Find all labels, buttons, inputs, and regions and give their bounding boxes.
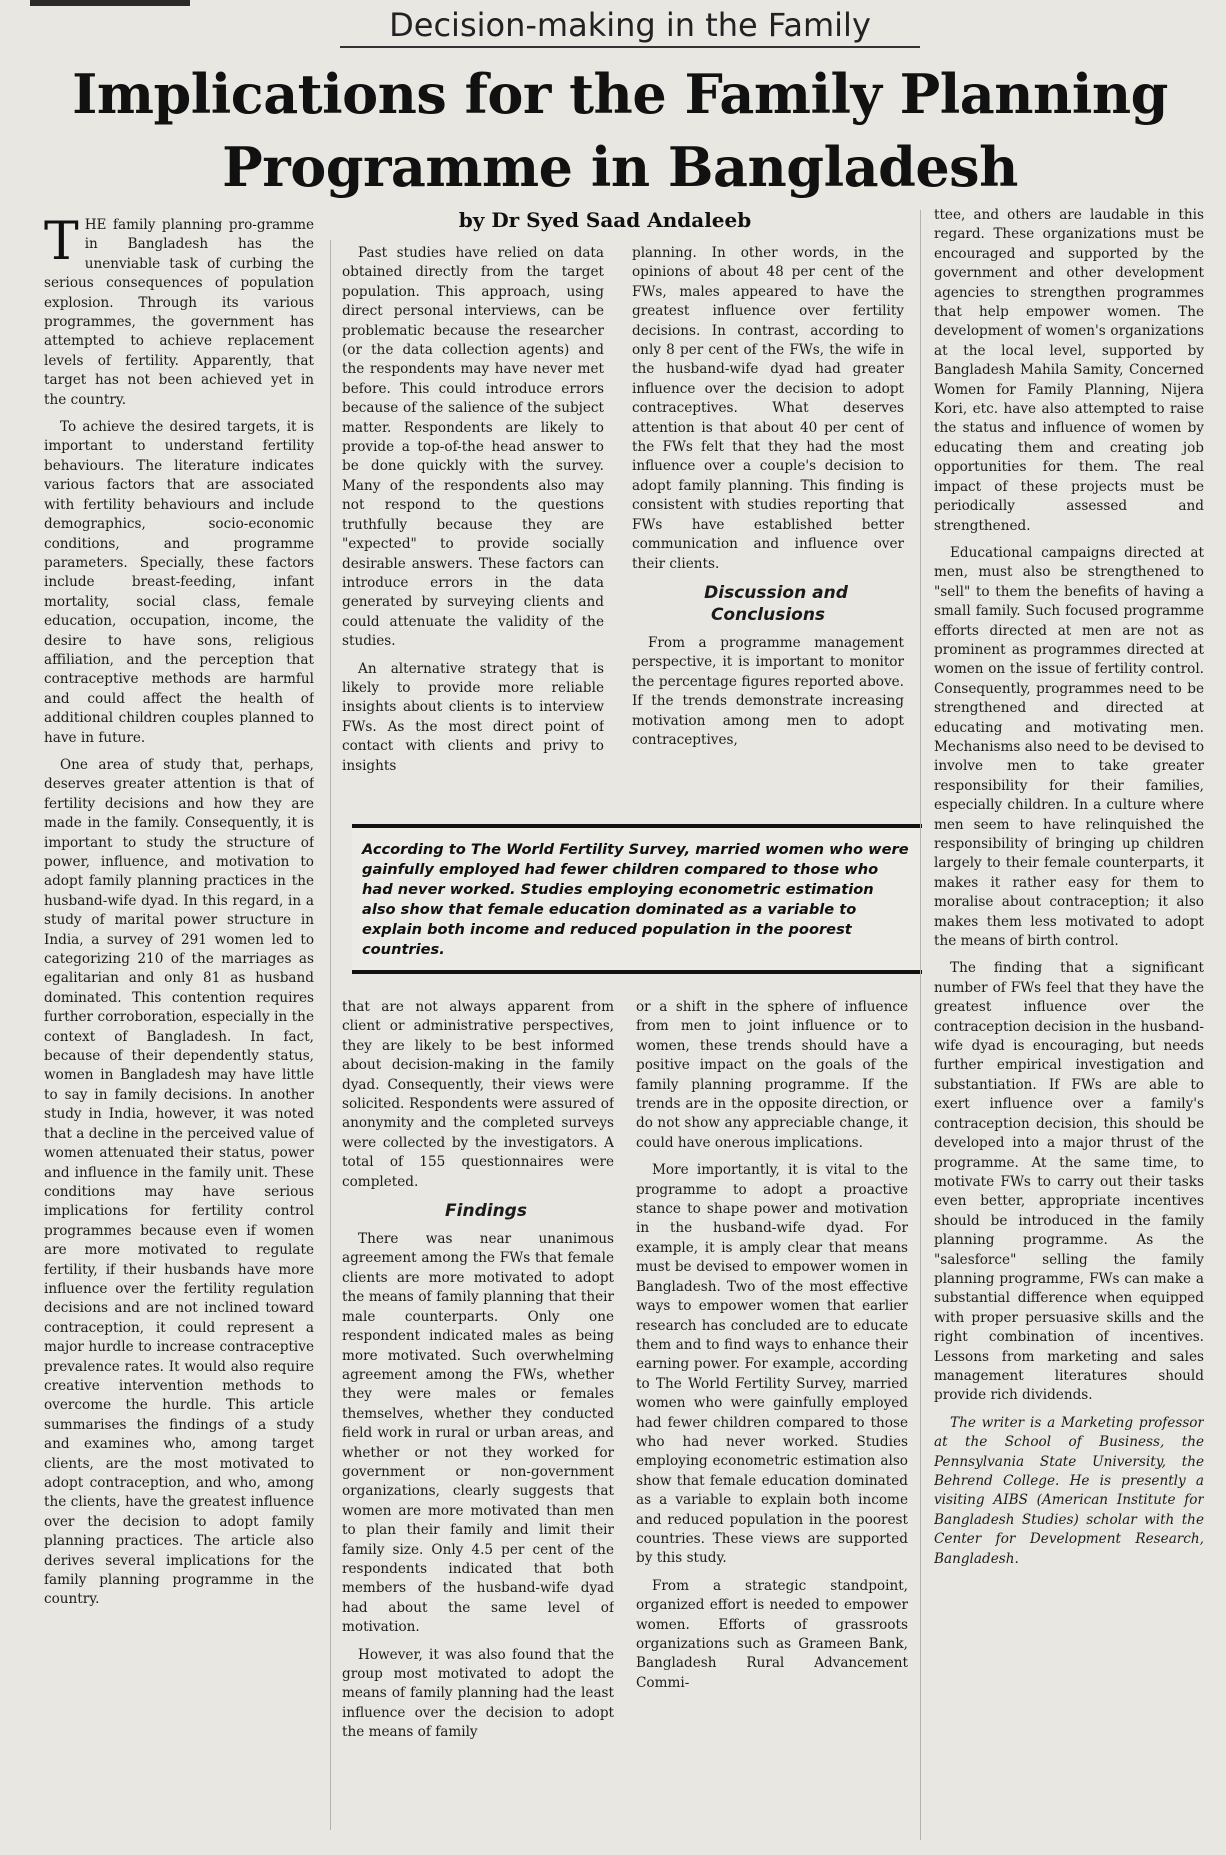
author-bio: The writer is a Marketing professor at the School of Business, the Pennsylvania State University, the Behrend College. He is presently a visiting AIBS (American Institute for Bangladesh Studies) scholar with the Center for Development Research, Bangladesh. — [934, 1414, 1204, 1567]
paragraph: More importantly, it is vital to the programme to adopt a proactive stance to shape power and motivation in the husband-wife dyad. For example, it is amply clear that means must be devised to empower women in Bangladesh. Two of the most effective ways to empower women that earlier research has concluded are to educate them and to find ways to enhance their earning power. For example, according to The World Fertility Survey, married women who were gainfully employed had fewer children compared to those who had never worked. Studies employing econometric estimation also show that female education dominated as a variable to explain both income and reduced population in the poorest countries. These views are supported by this study. — [636, 1162, 908, 1567]
paragraph: ttee, and others are laudable in this regard. These organizations must be encouraged and supported by the government and other development agencies to strengthen programmes that help empower women. The development of women's organizations at the local level, supported by Bangladesh Mahila Samity, Concerned Women for Family Planning, Nijera Kori, etc. have also attempted to raise the status and influence of women by educating them and creating job opportunities for them. The real impact of these projects must be periodically assessed and strengthened. — [934, 207, 1204, 534]
paragraph: that are not always apparent from client or administrative perspectives, they are likely to be best informed about decision-making in the family dyad. Consequently, their views were solicited. Respondents were assured of anonymity and the completed surveys were collected by the investigators. A total of 155 questionnaires were completed. — [342, 999, 614, 1190]
headline: Implications for the Family Planning Programme in Bangladesh — [72, 62, 1168, 199]
subhead-findings: Findings — [445, 1201, 527, 1222]
paragraph: From a programme management perspective, it is important to monitor the percentage figures reported above. If the trends demonstrate increasing motivation among men to adopt contraceptives, — [632, 634, 904, 748]
paragraph: or a shift in the sphere of influence from men to joint influence or to women, these trends should have a positive impact on the goals of the family planning programme. If the trends are in the opposite direction, or do not show any appreciable change, it could have onerous implications. — [636, 999, 908, 1151]
paragraph: One area of study that, perhaps, deserves greater attention is that of fertility decisions and how they are made in the family. Consequently, it is important to study the structure of power, influence, and motivation to adopt family planning practices in the husband-wife dyad. In this regard, in a study of marital power structure in India, a survey of 291 women led to categorizing 210 of the marriages as egalitarian and only 81 as husband dominated. This contention requires further corroboration, especially in the context of Bangladesh. In fact, because of their dependently status, women in Bangladesh may have little to say in family decisions. In another study in India, however, it was noted that a decline in the perceived value of women attenuated their status, power and influence in the family unit. These conditions may have serious implications for fertility control programmes because even if women are more motivated to regulate fertility, if their husbands have more influence over the fertility regulation decisions and are not inclined toward contraception, it could represent a major hurdle to increase contraceptive prevalence rates. It would also require creative intervention methods to overcome the hurdle. This article summarises the findings of a study and examines who, among target clients, are the most motivated to adopt contraception, and who, among the clients, have the greatest influence over the decision to adopt family planning practices. The article also derives several implications for the family planning programme in the country. — [44, 756, 314, 1608]
column-divider — [330, 240, 331, 1830]
paragraph: An alternative strategy that is likely to provide more reliable insights about clients is to interview FWs. As the most direct point of contact with clients and privy to insights — [342, 660, 604, 774]
column-3-bottom — [636, 998, 908, 1848]
subhead-discussion: Discussion and Conclusions — [704, 582, 848, 625]
column-divider — [920, 210, 921, 1840]
column-3-top — [632, 244, 904, 818]
column-2-top — [342, 244, 604, 818]
column-1 — [44, 216, 314, 1846]
kicker: Decision-making in the Family — [340, 6, 920, 48]
paragraph: To achieve the desired targets, it is important to understand fertility behaviours. The literature indicates various factors that are associated with fertility behaviours and include demographics, socio-economic conditions, and programme parameters. Specially, these factors include breast-feeding, infant mortality, social class, female education, occupation, income, the desire to have sons, religious affiliation, and the perception that contraceptive methods are harmful and could affect the health of additional children couples planned to have in future. — [44, 419, 314, 746]
paragraph: Educational campaigns directed at men, must also be strengthened to "sell" to them the benefits of having a small family. Such focused programme efforts directed at men are not as prominent as programmes directed at women on the issue of fertility control. Consequently, programmes need to be strengthened and directed at educating and motivating men. Mechanisms also need to be devised to involve men to take greater responsibility for their families, especially children. In a culture where men seem to have relinquished the responsibility of bringing up children largely to their female counterparts, it makes it rather easy for them to moralise about contraception; it also makes them less motivated to adopt the means of birth control. — [934, 544, 1204, 950]
column-4 — [934, 206, 1204, 1846]
paragraph: However, it was also found that the group most motivated to adopt the means of family planning had the least influence over the decision to adopt the means of family — [342, 1646, 614, 1741]
paragraph: The finding that a significant number of FWs feel that they have the greatest influence over the contraception decision in the husband-wife dyad is encouraging, but needs further empirical investigation and substantiation. If FWs are able to exert influence over a family's contraception decision, this should be developed into a major thrust of the programme. At the same time, to motivate FWs to carry out their tasks even better, appropriate incentives should be introduced in the family planning programme. As the "salesforce" selling the family planning programme, FWs can make a substantial difference when equipped with proper persuasive skills and the right combination of incentives. Lessons from marketing and sales management literatures should provide rich dividends. — [934, 960, 1204, 1404]
masthead-strip — [30, 0, 190, 6]
paragraph: planning. In other words, in the opinions of about 48 per cent of the FWs, males appeared to have the greatest influence over fertility decisions. In contrast, according to only 8 per cent of the FWs, the wife in the husband-wife dyad had greater influence over the decision to adopt contraceptives. What deserves attention is that about 40 per cent of the FWs felt that they had the most influence over a couple's decision to adopt family planning. This finding is consistent with studies reporting that FWs have established better communication and influence over their clients. — [632, 245, 904, 572]
paragraph: There was near unanimous agreement among the FWs that female clients are more motivated to adopt the means of family planning that their male counterparts. Only one respondent indicated males as being more motivated. Such overwhelming agreement among the FWs, whether they were males or females themselves, whether they conducted field work in rural or urban areas, and whether or not they worked for government or non-government organizations, clearly suggests that women are more motivated than men to plan their family and limit their family size. Only 4.5 per cent of the respondents indicated that both members of the husband-wife dyad had about the same level of motivation. — [342, 1231, 614, 1636]
column-2-bottom — [342, 998, 614, 1848]
byline: by Dr Syed Saad Andaleeb — [458, 208, 752, 232]
paragraph: THE family planning pro-gramme in Bangladesh has the unenviable task of curbing the serious consequences of population explosion. Through its various programmes, the government has attempted to achieve replacement levels of fertility. Apparently, that target has not been achieved yet in the country. — [44, 216, 314, 408]
paragraph: From a strategic standpoint, organized effort is needed to empower women. Efforts of grassroots organizations such as Grameen Bank, Bangladesh Rural Advancement Commi- — [636, 1577, 908, 1691]
paragraph: Past studies have relied on data obtained directly from the target population. This approach, using direct personal interviews, can be problematic because the researcher (or the data collection agents) and the respondents may have never met before. This could introduce errors because of the salience of the subject matter. Respondents are likely to provide a top-of-the head answer to be done quickly with the survey. Many of the respondents also may not respond to the questions truthfully because they are "expected" to provide socially desirable answers. These factors can introduce errors in the data generated by surveying clients and could attenuate the validity of the studies. — [342, 245, 604, 650]
pull-quote: According to The World Fertility Survey, married women who were gainfully employed had fewer children compared to those who had never worked. Studies employing econometric estimation also show that female education dominated as a variable to explain both income and reduced population in the poorest countries. — [352, 824, 922, 974]
drop-cap: T — [44, 216, 79, 272]
